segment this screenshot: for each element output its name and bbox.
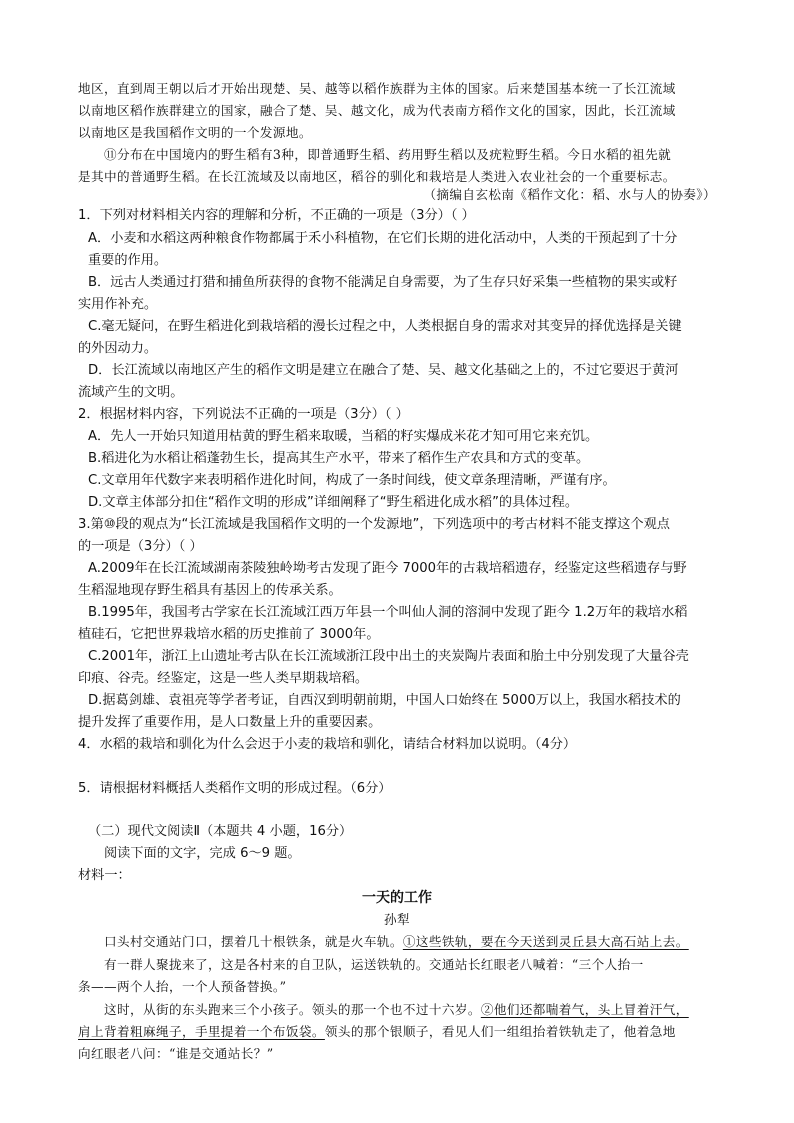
question-3-stem-line-2: 的一项是（3分）（ ） [78,539,203,554]
paragraph-11-line-1: ⑪分布在中国境内的野生稻有3种，即普通野生稻、药用野生稻以及疣粒野生稻。今日水稻的祖先就 [104,147,672,162]
q3-option-a-line-2: 生稻湿地现存野生稻具有基因上的传承关系。 [78,583,342,598]
q1-option-d-line-2: 流域产生的文明。 [78,385,184,400]
paragraph-11-line-2: 是其中的普通野生稻。在长江流域及以南地区，稻谷的驯化和栽培是人类进入农业社会的一个重要标志。 [78,169,676,184]
q1-option-a-line-2: 重要的作用。 [88,253,168,268]
story-paragraph-1 [104,933,689,951]
q3-option-b-line-1: B.1995年，我国考古学家在长江流域江西万年县一个叫仙人洞的溶洞中发现了距今 1.2万年的栽培水稻 [88,605,688,620]
story-paragraph-3-line-1 [104,1001,689,1019]
q3-option-a-line-1: A.2009年在长江流域湖南茶陵独岭坳考古发现了距今 7000年的古栽培稻遗存，经鉴定这些稻遗存与野 [88,561,687,576]
story-p3-text-2: 领头的那个银顺子，看见人们一组组抬着铁轨走了，他着急地 [324,1024,676,1039]
q3-option-d-line-1: D.据葛剑雄、袁祖亮等学者考证，自西汉到明朝前期，中国人口始终在 5000万以上，我国水稻技术的 [88,693,681,708]
question-3-stem-line-1: 3.第⑩段的观点为“长江流域是我国稻作文明的一个发源地”，下列选项中的考古材料不能支撑这个观点 [78,517,670,532]
material1-line-1: 地区，直到周王朝以后才开始出现楚、吴、越等以稻作族群为主体的国家。后来楚国基本统一了长江流域 [78,81,676,96]
q1-option-c-line-2: 的外因动力。 [78,341,158,356]
article-author: 孙犁 [384,912,410,927]
underlined-sentence-2: ②他们还都喘着气，头上冒着汗气， [480,1002,689,1017]
q3-option-c-line-2: 印痕、谷壳。经鉴定，这是一些人类早期栽培稻。 [78,671,369,686]
q3-option-d-line-2: 提升发挥了重要作用，是人口数量上升的重要因素。 [78,715,382,730]
question-2-stem: 2．根据材料内容，下列说法不正确的一项是（3分）（ ） [78,407,409,422]
story-paragraph-3-line-3: 向红眼老八问：“谁是交通站长？” [78,1046,274,1061]
story-p3-text: 这时，从街的东头跑来三个小孩子。领头的那一个也不过十六岁。 [104,1002,481,1017]
q1-option-b-line-1: B．远古人类通过打猎和捕鱼所获得的食物不能满足自身需要，为了生存只好采集一些植物的果实或籽 [88,275,678,290]
underlined-sentence-2-cont: 肩上背着粗麻绳子，手里提着一个布饭袋。 [78,1024,325,1039]
source-citation: （摘编自玄松南《稻作文化：稻、水与人的协奏》） [423,187,716,202]
material-label: 材料一： [78,868,131,883]
q2-option-d: D.文章主体部分扣住“稻作文明的形成”详细阐释了“野生稻进化成水稻”的具体过程。 [88,495,579,510]
material1-line-2: 以南地区稻作族群建立的国家，融合了楚、吴、越文化，成为代表南方稻作文化的国家，因此，长江流域 [78,103,676,118]
material1-line-3: 以南地区是我国稻作文明的一个发源地。 [78,125,312,140]
q2-option-a: A．先人一开始只知道用枯黄的野生稻来取暖，当稻的籽实爆成米花才知可用它来充饥。 [88,429,599,444]
story-paragraph-2-line-2: 条——两个人抬，一个人预备替换。” [78,979,287,994]
underlined-sentence-1: ①这些铁轨，要在今天送到灵丘县大高石站上去。 [402,934,689,949]
story-p1-text: 口头村交通站门口，摆着几十根铁条，就是火车轨。 [104,934,403,949]
q1-option-a-line-1: A．小麦和水稻这两种粮食作物都属于禾小科植物，在它们长期的进化活动中，人类的干预起到了十分 [88,231,678,246]
question-4: 4．水稻的栽培和驯化为什么会迟于小麦的栽培和驯化，请结合材料加以说明。（4分） [78,737,577,752]
q1-option-b-line-2: 实用作补充。 [78,297,158,312]
q1-option-d-line-1: D．长江流域以南地区产生的稻作文明是建立在融合了楚、吴、越文化基础之上的，不过它要迟于黄河 [88,363,679,378]
article-title: 一天的工作 [362,890,432,906]
question-5: 5．请根据材料概括人类稻作文明的形成过程。（6分） [78,781,392,796]
q3-option-b-line-2: 植硅石，它把世界栽培水稻的历史推前了 3000年。 [78,627,380,642]
section-2-heading: （二）现代文阅读Ⅱ（本题共 4 小题，16分） [88,824,353,839]
q2-option-c: C.文章用年代数字来表明稻作进化时间，构成了一条时间线，使文章条理清晰，严谨有序。 [88,473,616,488]
story-paragraph-2-line-1: 有一群人聚拢来了，这是各村来的自卫队，运送铁轨的。交通站长红眼老八喊着：“三个人抬一 [104,957,644,972]
q2-option-b: B.稻进化为水稻让稻蓬勃生长，提高其生产水平，带来了稻作生产农具和方式的变革。 [88,451,590,466]
q3-option-c-line-1: C.2001年，浙江上山遗址考古队在长江流域浙江段中出土的夹炭陶片表面和胎土中分别发现了大量谷壳 [88,649,689,664]
section-2-instruction: 阅读下面的文字，完成 6～9 题。 [104,846,301,861]
question-1-stem: 1．下列对材料相关内容的理解和分析，不正确的一项是（3分）（ ） [78,208,475,223]
q1-option-c-line-1: C.毫无疑问，在野生稻进化到栽培稻的漫长过程之中，人类根据自身的需求对其变异的择优选择是关键 [88,319,682,334]
story-paragraph-3-line-2 [78,1023,676,1041]
